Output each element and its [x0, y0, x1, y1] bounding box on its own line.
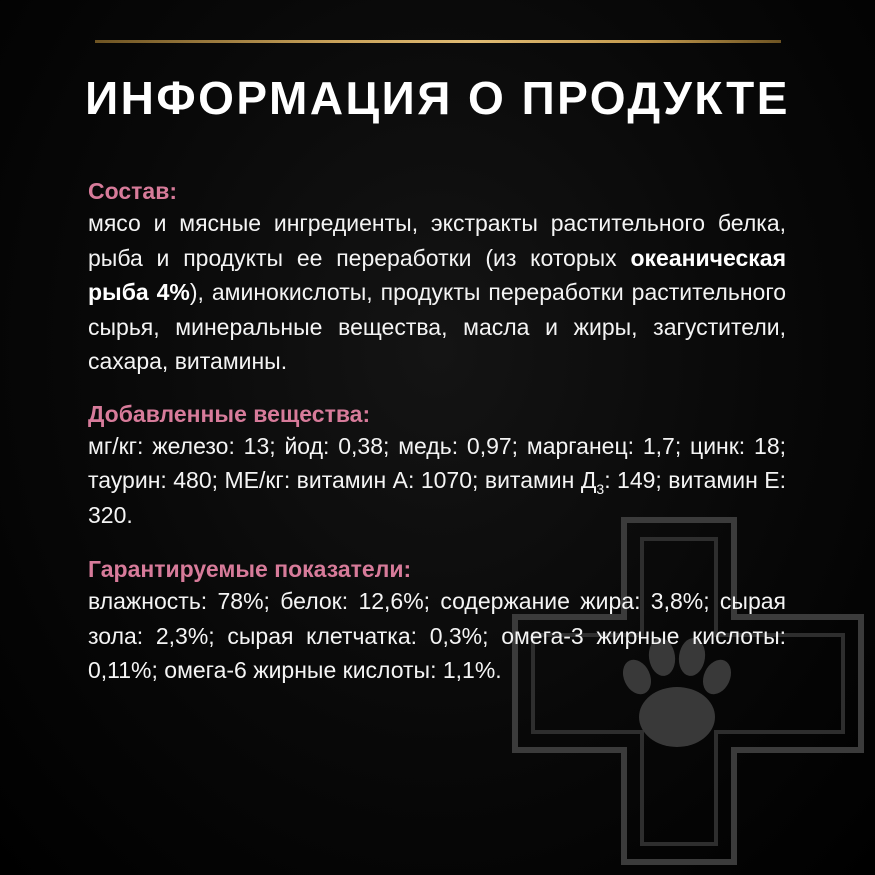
composition-text-end: ), аминокислоты, продукты переработки растительного сырья, минеральные вещества, масла и жиры, загустители, сахара, витамины. [88, 279, 786, 374]
page-title: ИНФОРМАЦИЯ О ПРОДУКТЕ [85, 72, 790, 124]
composition-text [88, 206, 786, 379]
additives-section [88, 399, 786, 533]
guaranteed-section [88, 554, 786, 688]
additives-text-start: мг/кг: железо: 13; йод: 0,38; медь: 0,97; марганец: 1,7; цинк: 18; таурин: 480; МЕ/кг: витамин А: 1070; витамин Д [88, 432, 786, 493]
additives-heading: Добавленные вещества: [88, 400, 371, 427]
additives-text [88, 429, 786, 533]
gold-divider [95, 40, 781, 43]
guaranteed-heading: Гарантируемые показатели: [88, 556, 412, 582]
composition-section [88, 176, 786, 379]
vitamin-d-subscript: 3 [596, 481, 605, 497]
composition-bold-highlight: океаническая рыба 4% [88, 244, 786, 305]
product-info [88, 176, 786, 708]
composition-heading: Состав: [88, 178, 178, 204]
additives-text-end: : 149; витамин Е: 320. [88, 467, 786, 528]
guaranteed-text: влажность: 78%; белок: 12,6%; содержание жира: 3,8%; сырая зола: 2,3%; сырая клетчатка: 0,3%; омега-3 жирные кислоты: 0,11%; омега-6 жирные кислоты: 1,1%. [88, 588, 786, 683]
composition-text-start: мясо и мясные ингредиенты, экстракты растительного белка, рыба и продукты ее переработки (из которых [88, 210, 786, 271]
